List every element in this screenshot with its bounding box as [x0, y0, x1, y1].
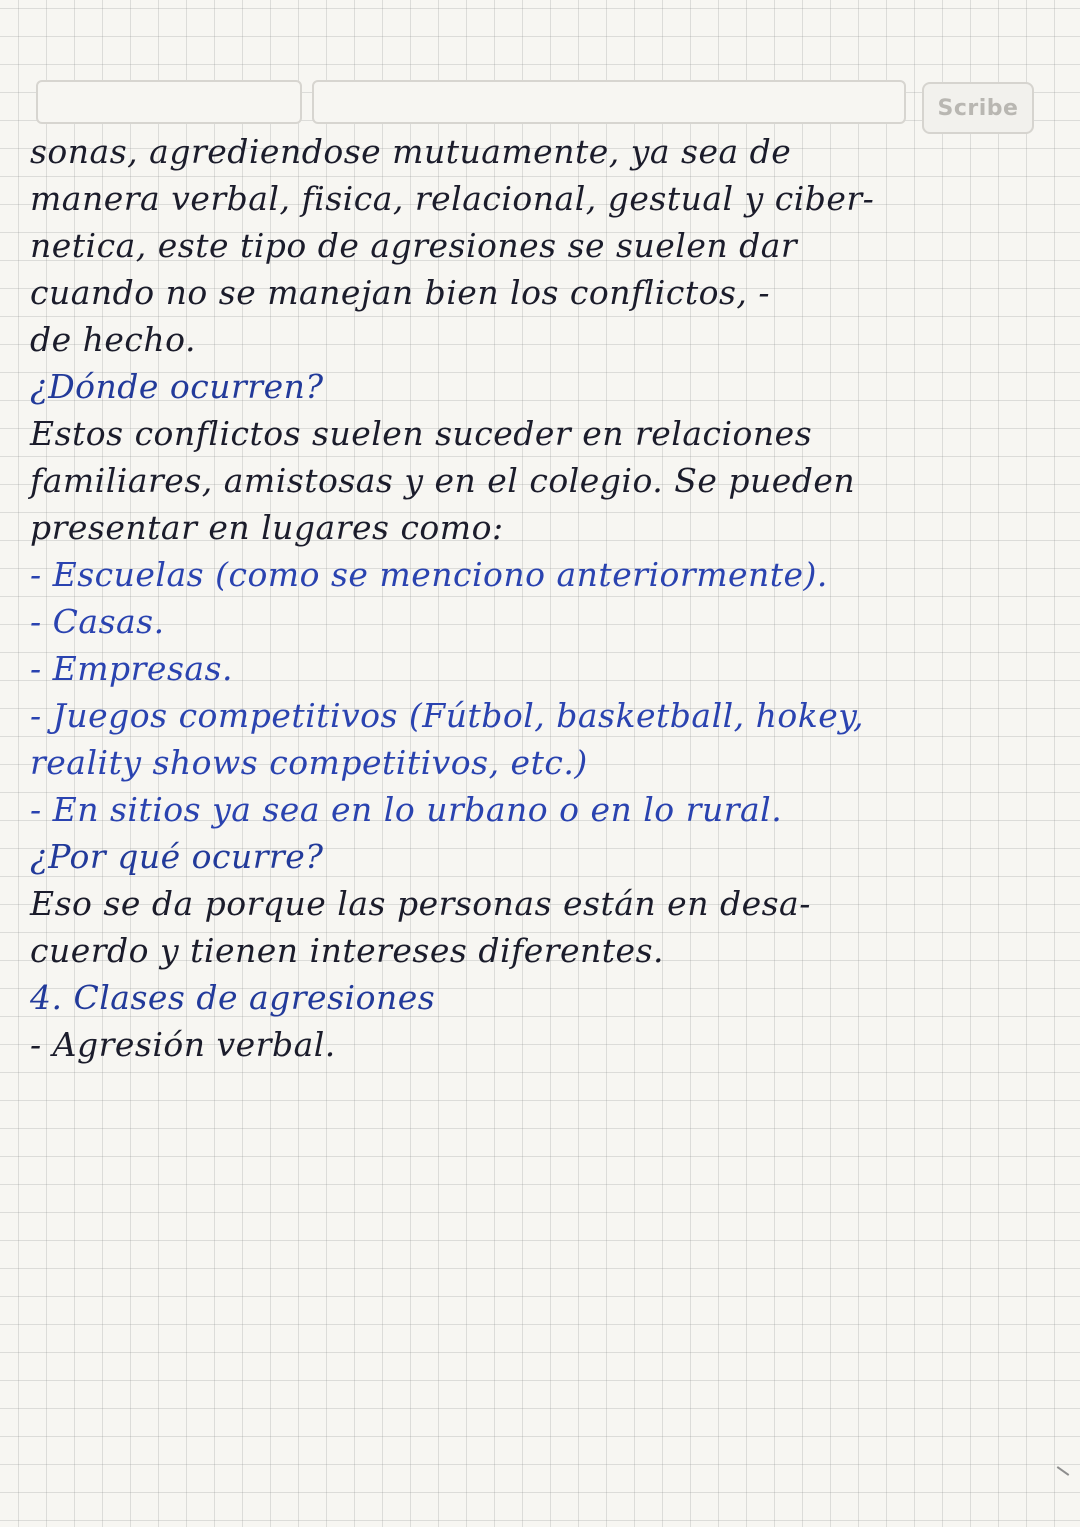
note-line: manera verbal, fisica, relacional, gestual y ciber- [30, 179, 875, 218]
list-item: reality shows competitivos, etc.) [30, 743, 588, 782]
note-line: Estos conflictos suelen suceder en relaciones [30, 414, 813, 453]
note-line: de hecho. [30, 320, 196, 359]
scribe-logo: Scribe [922, 82, 1034, 134]
list-item: - Escuelas (como se menciono anteriormente). [30, 555, 828, 594]
handwritten-notes [30, 128, 1050, 1068]
list-item: - Agresión verbal. [30, 1025, 336, 1064]
note-line: cuerdo y tienen intereses diferentes. [30, 931, 665, 970]
corner-mark [1057, 1466, 1070, 1476]
header-field-date [36, 80, 302, 124]
note-line: sonas, agrediendose mutuamente, ya sea de [30, 132, 792, 171]
header-field-title [312, 80, 906, 124]
note-line: presentar en lugares como: [30, 508, 504, 547]
note-line: Eso se da porque las personas están en desa- [30, 884, 811, 923]
list-item: - Juegos competitivos (Fútbol, basketball, hokey, [30, 696, 865, 735]
note-line: familiares, amistosas y en el colegio. Se pueden [30, 461, 856, 500]
list-item: - Casas. [30, 602, 165, 641]
section-heading-donde: ¿Dónde ocurren? [30, 367, 324, 406]
note-line: cuando no se manejan bien los conflictos, - [30, 273, 771, 312]
note-line: netica, este tipo de agresiones se suelen dar [30, 226, 798, 265]
section-heading-por-que: ¿Por qué ocurre? [30, 837, 324, 876]
section-heading-clases: 4. Clases de agresiones [30, 978, 436, 1017]
list-item: - En sitios ya sea en lo urbano o en lo rural. [30, 790, 783, 829]
list-item: - Empresas. [30, 649, 233, 688]
